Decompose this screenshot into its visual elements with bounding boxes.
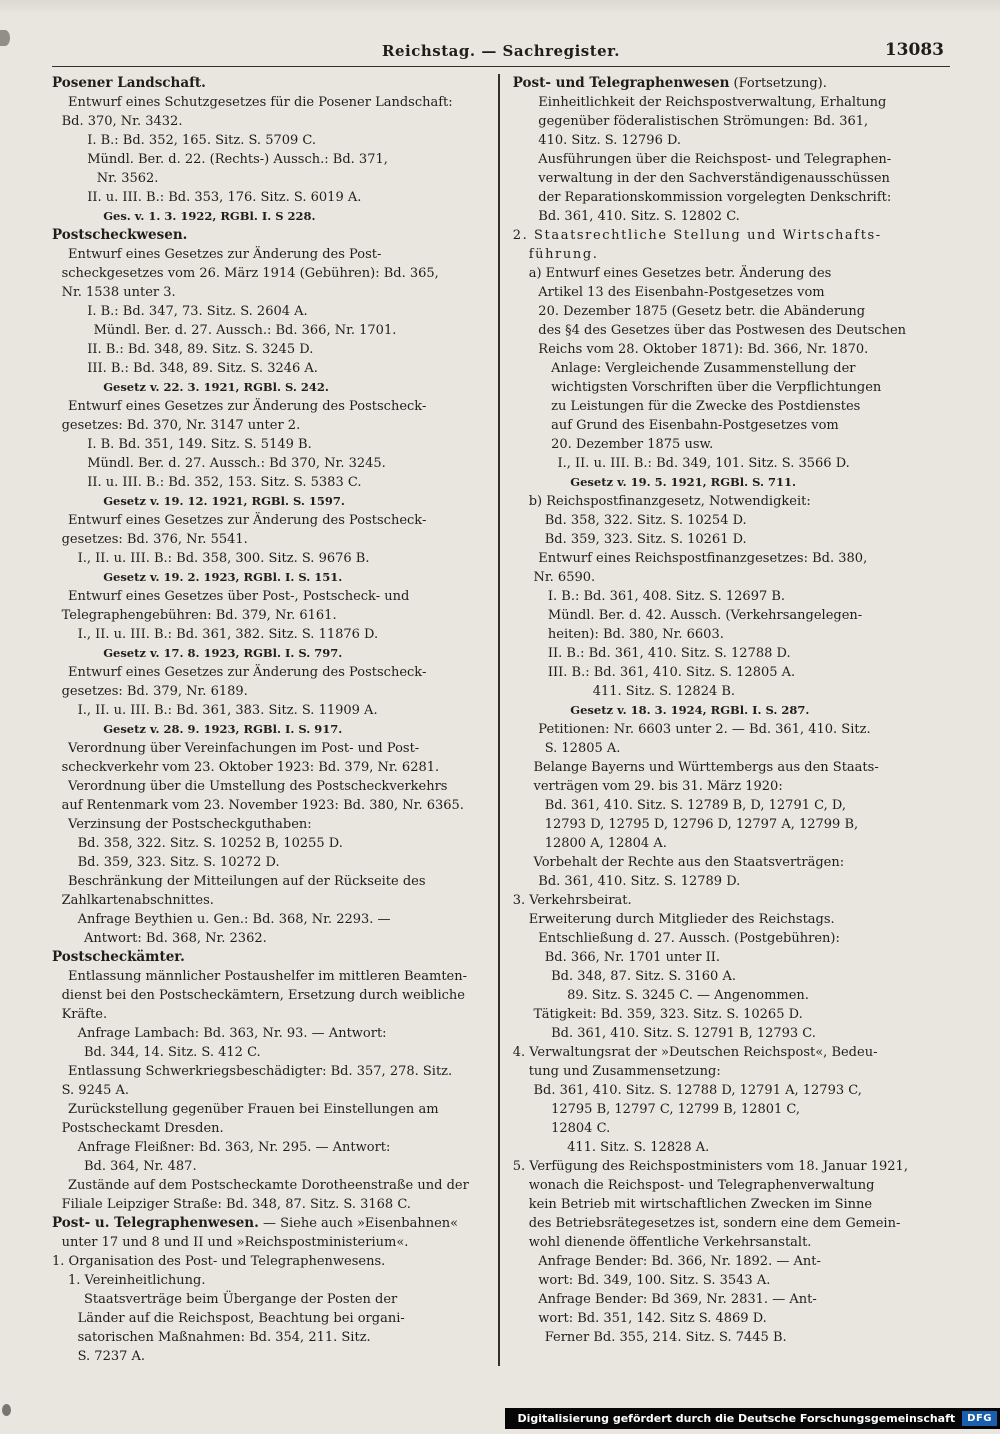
index-line: Länder auf die Reichspost, Beachtung bei organi-: [77, 1311, 405, 1326]
index-line: Verordnung über die Umstellung des Postscheckverkehrs: [68, 779, 448, 794]
index-line: Entlassung männlicher Postaushelfer im mittleren Beamten-: [68, 969, 468, 984]
law-reference: Gesetz v. 28. 9. 1923, RGBl. I. S. 917.: [103, 722, 343, 736]
index-line: Telegraphengebühren: Bd. 379, Nr. 6161.: [61, 608, 337, 623]
index-line: Bd. 361, 410. Sitz. S. 12802 C.: [538, 209, 740, 224]
index-line: Bd. 359, 323. Sitz. S. 10261 D.: [544, 532, 747, 547]
index-line: Post- u. Telegraphenwesen. — Siehe auch »Eisenbahnen«: [52, 1215, 459, 1231]
index-line: Anfrage Lambach: Bd. 363, Nr. 93. — Antwort:: [77, 1026, 387, 1041]
index-line: zu Leistungen für die Zwecke des Postdienstes: [551, 399, 861, 414]
index-line: satorischen Maßnahmen: Bd. 354, 211. Sitz.: [77, 1330, 371, 1345]
law-reference: Gesetz v. 22. 3. 1921, RGBl. S. 242.: [103, 380, 329, 394]
index-line: Belange Bayerns und Württembergs aus den Staats-: [533, 760, 879, 775]
index-line: Verordnung über Vereinfachungen im Post- und Post-: [68, 741, 420, 756]
index-line: wohl dienende öffentliche Verkehrsanstalt.: [528, 1235, 812, 1250]
index-line: kein Betrieb mit wirtschaftlichen Zwecken im Sinne: [528, 1197, 873, 1212]
index-line: Anfrage Fleißner: Bd. 363, Nr. 295. — Antwort:: [77, 1140, 391, 1155]
law-reference: Gesetz v. 17. 8. 1923, RGBl. I. S. 797.: [103, 646, 343, 660]
index-line: Ferner Bd. 355, 214. Sitz. S. 7445 B.: [544, 1330, 787, 1345]
index-line: 3. Verkehrsbeirat.: [512, 893, 632, 908]
index-line: gesetzes: Bd. 379, Nr. 6189.: [61, 684, 248, 699]
page-header: [52, 42, 950, 67]
index-line: 12793 D, 12795 D, 12796 D, 12797 A, 12799 B,: [544, 817, 859, 832]
index-line: verträgen vom 29. bis 31. März 1920:: [533, 779, 783, 794]
index-line: unter 17 und 8 und II und »Reichspostministerium«.: [61, 1235, 409, 1250]
index-line: Bd. 358, 322. Sitz. S. 10254 D.: [544, 513, 747, 528]
law-reference: Gesetz v. 19. 2. 1923, RGBl. I. S. 151.: [103, 570, 343, 584]
index-line: Entwurf eines Gesetzes zur Änderung des Post-: [68, 247, 382, 262]
index-line: 12795 B, 12797 C, 12799 B, 12801 C,: [551, 1102, 801, 1117]
law-reference: Ges. v. 1. 3. 1922, RGBl. I. S 228.: [103, 209, 316, 223]
index-line: Entwurf eines Gesetzes zur Änderung des Postscheck-: [68, 513, 427, 528]
index-line: Antwort: Bd. 368, Nr. 2362.: [84, 931, 267, 946]
index-heading: Postscheckämter.: [52, 949, 185, 965]
index-line: Bd. 366, Nr. 1701 unter II.: [544, 950, 720, 965]
index-line: des Betriebsrätegesetzes ist, sondern eine dem Gemein-: [528, 1216, 901, 1231]
index-line: I., II. u. III. B.: Bd. 358, 300. Sitz. S. 9676 B.: [77, 551, 370, 566]
index-line: Artikel 13 des Eisenbahn-Postgesetzes vom: [538, 285, 825, 300]
index-line: Anfrage Bender: Bd. 366, Nr. 1892. — Ant-: [538, 1254, 821, 1269]
scan-artifact-top: [0, 30, 10, 46]
index-line: Bd. 344, 14. Sitz. S. 412 C.: [84, 1045, 261, 1060]
index-line: auf Grund des Eisenbahn-Postgesetzes vom: [551, 418, 839, 433]
index-line: Mündl. Ber. d. 27. Aussch.: Bd 370, Nr. 3245.: [87, 456, 386, 471]
page-number: 13083: [884, 40, 944, 60]
index-line: scheckverkehr vom 23. Oktober 1923: Bd. 379, Nr. 6281.: [61, 760, 440, 775]
index-line: wort: Bd. 351, 142. Sitz S. 4869 D.: [538, 1311, 767, 1326]
index-line: I. B.: Bd. 352, 165. Sitz. S. 5709 C.: [87, 133, 317, 148]
index-line: II. B.: Bd. 361, 410. Sitz. S. 12788 D.: [547, 646, 791, 661]
index-heading-inline: Post- und Telegraphenwesen: [512, 75, 730, 91]
index-line: scheckgesetzes vom 26. März 1914 (Gebühren): Bd. 365,: [61, 266, 439, 281]
index-line: wonach die Reichspost- und Telegraphenverwaltung: [528, 1178, 875, 1193]
index-line: III. B.: Bd. 348, 89. Sitz. S. 3246 A.: [87, 361, 318, 376]
index-line: gesetzes: Bd. 376, Nr. 5541.: [61, 532, 248, 547]
index-line: 20. Dezember 1875 usw.: [551, 437, 714, 452]
index-line: II. B.: Bd. 348, 89. Sitz. S. 3245 D.: [87, 342, 314, 357]
index-line: Einheitlichkeit der Reichspostverwaltung, Erhaltung: [538, 95, 887, 110]
index-line: Bd. 364, Nr. 487.: [84, 1159, 197, 1174]
index-line: I., II. u. III. B.: Bd. 361, 383. Sitz. S. 11909 A.: [77, 703, 378, 718]
index-line: Entwurf eines Gesetzes zur Änderung des Postscheck-: [68, 399, 427, 414]
index-line: wichtigsten Vorschriften über die Verpflichtungen: [551, 380, 882, 395]
index-line: Anfrage Bender: Bd 369, Nr. 2831. — Ant-: [538, 1292, 817, 1307]
index-heading: Posener Landschaft.: [52, 75, 206, 91]
index-line: Entwurf eines Reichspostfinanzgesetzes: Bd. 380,: [538, 551, 868, 566]
index-line: der Reparationskommission vorgelegten Denkschrift:: [538, 190, 892, 205]
index-heading-inline: Post- u. Telegraphenwesen.: [52, 1215, 259, 1231]
index-line: auf Rentenmark vom 23. November 1923: Bd. 380, Nr. 6365.: [61, 798, 464, 813]
index-line: S. 12805 A.: [544, 741, 621, 756]
index-line: Nr. 3562.: [96, 171, 159, 186]
index-line: 410. Sitz. S. 12796 D.: [538, 133, 682, 148]
index-line: 1. Vereinheitlichung.: [68, 1273, 206, 1288]
index-line: Anlage: Vergleichende Zusammenstellung der: [551, 361, 856, 376]
index-line: I., II. u. III. B.: Bd. 349, 101. Sitz. S. 3566 D.: [557, 456, 850, 471]
index-columns: [52, 74, 950, 1366]
index-heading: Postscheckwesen.: [52, 227, 188, 243]
law-reference: Gesetz v. 19. 12. 1921, RGBl. S. 1597.: [103, 494, 345, 508]
index-line: Nr. 1538 unter 3.: [61, 285, 176, 300]
running-head: [52, 42, 950, 64]
index-line: des §4 des Gesetzes über das Postwesen des Deutschen: [538, 323, 907, 338]
scan-artifact-bottom: [2, 1404, 11, 1416]
index-line: 2. Staatsrechtliche Stellung und Wirtschafts-: [512, 228, 882, 243]
index-line: dienst bei den Postscheckämtern, Ersetzung durch weibliche: [61, 988, 465, 1003]
index-line: Entwurf eines Gesetzes zur Änderung des Postscheck-: [68, 665, 427, 680]
index-line: Entwurf eines Schutzgesetzes für die Posener Landschaft:: [68, 95, 453, 110]
index-line: I. B.: Bd. 361, 408. Sitz. S. 12697 B.: [547, 589, 786, 604]
index-line: Entlassung Schwerkriegsbeschädigter: Bd. 357, 278. Sitz.: [68, 1064, 453, 1079]
dfg-logo: DFG: [962, 1411, 997, 1426]
index-line: Bd. 348, 87. Sitz. S. 3160 A.: [551, 969, 736, 984]
index-line: Staatsverträge beim Übergange der Posten der: [84, 1292, 398, 1307]
index-line: 5. Verfügung des Reichspostministers vom 18. Januar 1921,: [512, 1159, 908, 1174]
law-reference: Gesetz v. 19. 5. 1921, RGBl. S. 711.: [570, 475, 797, 489]
index-line: I. B.: Bd. 347, 73. Sitz. S. 2604 A.: [87, 304, 308, 319]
index-line: 12800 A, 12804 A.: [544, 836, 667, 851]
index-line: Zustände auf dem Postscheckamte Dorotheenstraße und der: [68, 1178, 469, 1193]
index-line: Postscheckamt Dresden.: [61, 1121, 224, 1136]
running-title: Reichstag. — Sachregister.: [382, 42, 620, 60]
index-line: 1. Organisation des Post- und Telegraphenwesens.: [52, 1254, 386, 1269]
index-line: II. u. III. B.: Bd. 352, 153. Sitz. S. 5383 C.: [87, 475, 362, 490]
index-line: I. B. Bd. 351, 149. Sitz. S. 5149 B.: [87, 437, 312, 452]
index-line: III. B.: Bd. 361, 410. Sitz. S. 12805 A.: [547, 665, 796, 680]
index-line: Bd. 358, 322. Sitz. S. 10252 B, 10255 D.: [77, 836, 343, 851]
index-line: 89. Sitz. S. 3245 C. — Angenommen.: [567, 988, 809, 1003]
index-line: Bd. 370, Nr. 3432.: [61, 114, 183, 129]
index-line: Reichs vom 28. Oktober 1871): Bd. 366, Nr. 1870.: [538, 342, 869, 357]
index-line: Mündl. Ber. d. 42. Aussch. (Verkehrsangelegen-: [547, 608, 863, 623]
index-line: a) Entwurf eines Gesetzes betr. Änderung des: [528, 266, 832, 281]
index-line: Erweiterung durch Mitglieder des Reichstags.: [528, 912, 835, 927]
index-line: gegenüber föderalistischen Strömungen: Bd. 361,: [538, 114, 869, 129]
index-line: 411. Sitz. S. 12828 A.: [567, 1140, 710, 1155]
index-line: wort: Bd. 349, 100. Sitz. S. 3543 A.: [538, 1273, 771, 1288]
index-line: Nr. 6590.: [533, 570, 596, 585]
index-line: gesetzes: Bd. 370, Nr. 3147 unter 2.: [61, 418, 301, 433]
credit-text: Digitalisierung gefördert durch die Deutsche Forschungsgemeinschaft: [517, 1412, 956, 1425]
index-line: Filiale Leipziger Straße: Bd. 348, 87. Sitz. S. 3168 C.: [61, 1197, 411, 1212]
index-line: Entschließung d. 27. Aussch. (Postgebühren):: [538, 931, 840, 946]
index-line: Bd. 361, 410. Sitz. S. 12788 D, 12791 A, 12793 C,: [533, 1083, 862, 1098]
index-line: tung und Zusammensetzung:: [528, 1064, 721, 1079]
digitization-credit-bar: [505, 1408, 1000, 1429]
index-line: Post- und Telegraphenwesen (Fortsetzung).: [512, 75, 827, 91]
index-line: Tätigkeit: Bd. 359, 323. Sitz. S. 10265 D.: [533, 1007, 803, 1022]
index-line: 411. Sitz. S. 12824 B.: [592, 684, 736, 699]
index-line: Bd. 361, 410. Sitz. S. 12789 B, D, 12791 C, D,: [544, 798, 846, 813]
index-line: Anfrage Beythien u. Gen.: Bd. 368, Nr. 2293. —: [77, 912, 391, 927]
index-line: II. u. III. B.: Bd. 353, 176. Sitz. S. 6019 A.: [87, 190, 362, 205]
index-line: Kräfte.: [61, 1007, 108, 1022]
index-line: Mündl. Ber. d. 22. (Rechts-) Aussch.: Bd. 371,: [87, 152, 388, 167]
law-reference: Gesetz v. 18. 3. 1924, RGBl. I. S. 287.: [570, 703, 810, 717]
index-line: Entwurf eines Gesetzes über Post-, Postscheck- und: [68, 589, 410, 604]
index-line: heiten): Bd. 380, Nr. 6603.: [547, 627, 724, 642]
index-line: b) Reichspostfinanzgesetz, Notwendigkeit:: [528, 494, 811, 509]
left-column: [52, 74, 498, 1366]
index-line: verwaltung in der den Sachverständigenausschüssen: [538, 171, 890, 186]
header-rule: [52, 66, 950, 67]
index-line: Petitionen: Nr. 6603 unter 2. — Bd. 361, 410. Sitz.: [538, 722, 871, 737]
index-line: S. 7237 A.: [77, 1349, 146, 1364]
index-line: Verzinsung der Postscheckguthaben:: [68, 817, 312, 832]
index-line: Ausführungen über die Reichspost- und Telegraphen-: [538, 152, 892, 167]
index-line: 20. Dezember 1875 (Gesetz betr. die Abänderung: [538, 304, 866, 319]
index-line: Bd. 361, 410. Sitz. S. 12789 D.: [538, 874, 741, 889]
index-line: Zurückstellung gegenüber Frauen bei Einstellungen am: [68, 1102, 439, 1117]
index-line: Vorbehalt der Rechte aus den Staatsverträgen:: [533, 855, 845, 870]
index-line: I., II. u. III. B.: Bd. 361, 382. Sitz. S. 11876 D.: [77, 627, 379, 642]
index-line: 12804 C.: [551, 1121, 611, 1136]
index-line: Zahlkartenabschnittes.: [61, 893, 214, 908]
index-line: S. 9245 A.: [61, 1083, 130, 1098]
index-line: Bd. 361, 410. Sitz. S. 12791 B, 12793 C.: [551, 1026, 816, 1041]
index-line: Mündl. Ber. d. 27. Aussch.: Bd. 366, Nr. 1701.: [93, 323, 397, 338]
index-line: Bd. 359, 323. Sitz. S. 10272 D.: [77, 855, 280, 870]
index-line: 4. Verwaltungsrat der »Deutschen Reichspost«, Bedeu-: [512, 1045, 878, 1060]
index-line: Beschränkung der Mitteilungen auf der Rückseite des: [68, 874, 426, 889]
right-column: [500, 74, 950, 1366]
index-line: führung.: [528, 247, 599, 262]
